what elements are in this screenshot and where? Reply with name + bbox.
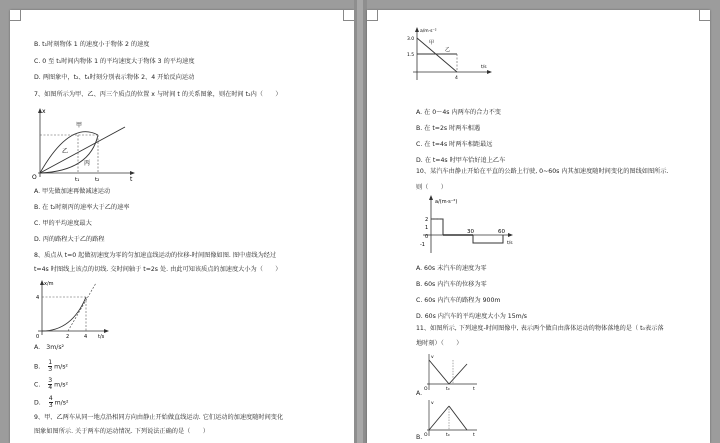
axis-label-a: a/m·s⁻² [420,29,437,34]
tick-label-0: 0 [425,234,429,240]
left-page [10,10,354,443]
fraction [48,378,52,391]
numerator: 1 [48,359,53,366]
fraction [48,360,52,373]
origin-label: O [424,433,428,438]
origin-label: 0 [36,334,40,339]
option-b: B. 在 t=2s 时两车相遇 [416,125,481,132]
option-d: D. 在 t=4s 时甲车恰好追上乙车 [416,157,506,164]
figure-q8-displacement-time-graph [32,277,112,339]
question-11: 11、如图所示, 下列速度-时间图像中, 表示两个做自由落体运动的物体落地的是（ t₀表示落 [416,325,664,332]
page-corner-mark [343,10,354,21]
text-line: C. 0 至 t₁时间内物体 1 的平均速度大于物体 3 的平均速度 [34,58,195,65]
option-b: B. 在 t₂时刻丙的速率大于乙的速率 [34,204,130,211]
axis-label-t: t/s [507,241,513,246]
tick-label-4: 4 [455,76,458,81]
axis-label-t: t/s [98,334,105,339]
axis-label-t: t/s [481,65,487,70]
tick-label-1-5: 1.5 [407,53,415,58]
option-a-label: A. [416,390,423,397]
unit: m/s² [54,363,68,371]
option-d-fraction [34,396,68,409]
option-letter: B. [34,363,41,371]
option-letter: D. [34,399,41,407]
option-d: D. 60s 内汽车的平均速度大小为 15m/s [416,313,527,320]
axis-label-t: t [130,176,133,183]
option-c: C. 甲的平均速度最大 [34,220,92,227]
page-corner-mark [10,10,21,21]
axis-label-x: x [42,108,46,115]
figure-q11-option-b-graph [423,398,479,438]
fraction [49,396,53,409]
denominator: 3 [48,402,53,409]
option-c: C. 在 t=4s 时两车相距最远 [416,141,493,148]
axis-label-x: x/m [44,281,54,287]
curve-label-jia: 甲 [76,122,83,129]
option-b-label: B. [416,434,423,441]
figure-q11-option-a-graph [423,352,479,392]
tick-label-2: 2 [425,217,429,223]
page-corner-mark [367,10,378,21]
question-9-cont: 图象如图所示. 关于两车的运动情况. 下列说法正确的是（ ） [34,428,209,435]
tick-label-neg1: -1 [420,242,425,248]
axis-label-a: a/(m·s⁻²) [435,199,458,205]
question-10: 10、某汽车由静止开始在平直的公路上行驶, 0~60s 内其加速度随时间变化的图线如图所示. [416,168,669,175]
option-c-fraction [34,378,68,391]
tick-label-1: 1 [425,225,429,231]
curve-label-yi: 乙 [62,148,69,155]
tick-label-3: 3.0 [407,37,415,42]
tick-label-2: 2 [66,334,70,339]
option-d: D. 丙的路程大于乙的路程 [34,236,105,243]
option-a: A. 3m/s² [34,344,65,351]
option-a: A. 在 0～4s 内两车的合力不变 [416,109,501,116]
unit: m/s² [54,381,68,389]
origin-label: O [32,174,37,181]
tick-label-t1: t₁ [75,177,80,183]
option-a: A. 60s 末汽车的速度为零 [416,265,487,272]
curve-label-bing: 丙 [84,160,91,167]
question-8-cont: t=4s 时图线上该点的切线. 交时间轴于 t=2s 处. 由此可知该质点的加速度大小为（ ） [34,266,282,273]
axis-label-v: v [431,355,434,360]
figure-q10-acceleration-time-graph [415,193,515,255]
option-c: C. 60s 内汽车的路程为 900m [416,297,501,304]
denominator: 3 [48,366,53,373]
numerator: 3 [48,377,53,384]
right-page [367,10,710,443]
option-a: A. 甲先做加速再做减速运动 [34,188,111,195]
tick-label-t2: t₂ [95,177,100,183]
tick-label-t0: t₀ [446,433,450,438]
figure-q7-position-time-graph [30,105,140,183]
line-label-yi: 乙 [445,47,451,53]
option-letter: C. [34,381,41,389]
tick-label-30: 30 [467,229,474,235]
numerator: 4 [48,395,53,402]
page-corner-mark [699,10,710,21]
figure-q9-acceleration-time-graph [407,26,497,84]
question-8: 8、质点从 t=0 起做初速度为零的匀加速直线运动的位移-时间图像如图. 图中虚线为经过 [34,252,277,259]
question-11-cont: 地时刻）（ ） [416,340,463,347]
text-line: D. 两图象中，t₂、t₄时刻分别表示物体 2、4 开始反向运动 [34,74,195,81]
tick-label-t0: t₀ [446,387,450,392]
question-9: 9、甲、乙两车从同一地点沿相同方向由静止开始做直线运动. 它们运动的加速度随时间变化 [34,414,284,421]
unit: m/s² [54,399,69,407]
option-b: B. 60s 内汽车的位移为零 [416,281,487,288]
tick-label-4: 4 [36,295,40,301]
option-b-fraction [34,360,68,373]
question-10-cont: 则（ ） [416,184,447,191]
question-7: 7、如图所示为甲、乙、丙三个质点的位置 x 与时间 t 的关系图象，则在时间 t₂内（ ） [34,91,282,98]
text-line: B. t₁时刻物体 1 的速度小于物体 2 的速度 [34,41,150,48]
tick-label-60: 60 [498,229,505,235]
line-label-jia: 甲 [429,40,435,46]
denominator: 4 [48,384,53,391]
axis-label-t: t [473,433,475,438]
origin-label: O [424,387,428,392]
axis-label-v: v [431,401,434,406]
tick-label-4t: 4 [84,334,88,339]
page-gutter [354,0,367,443]
axis-label-t: t [473,387,475,392]
